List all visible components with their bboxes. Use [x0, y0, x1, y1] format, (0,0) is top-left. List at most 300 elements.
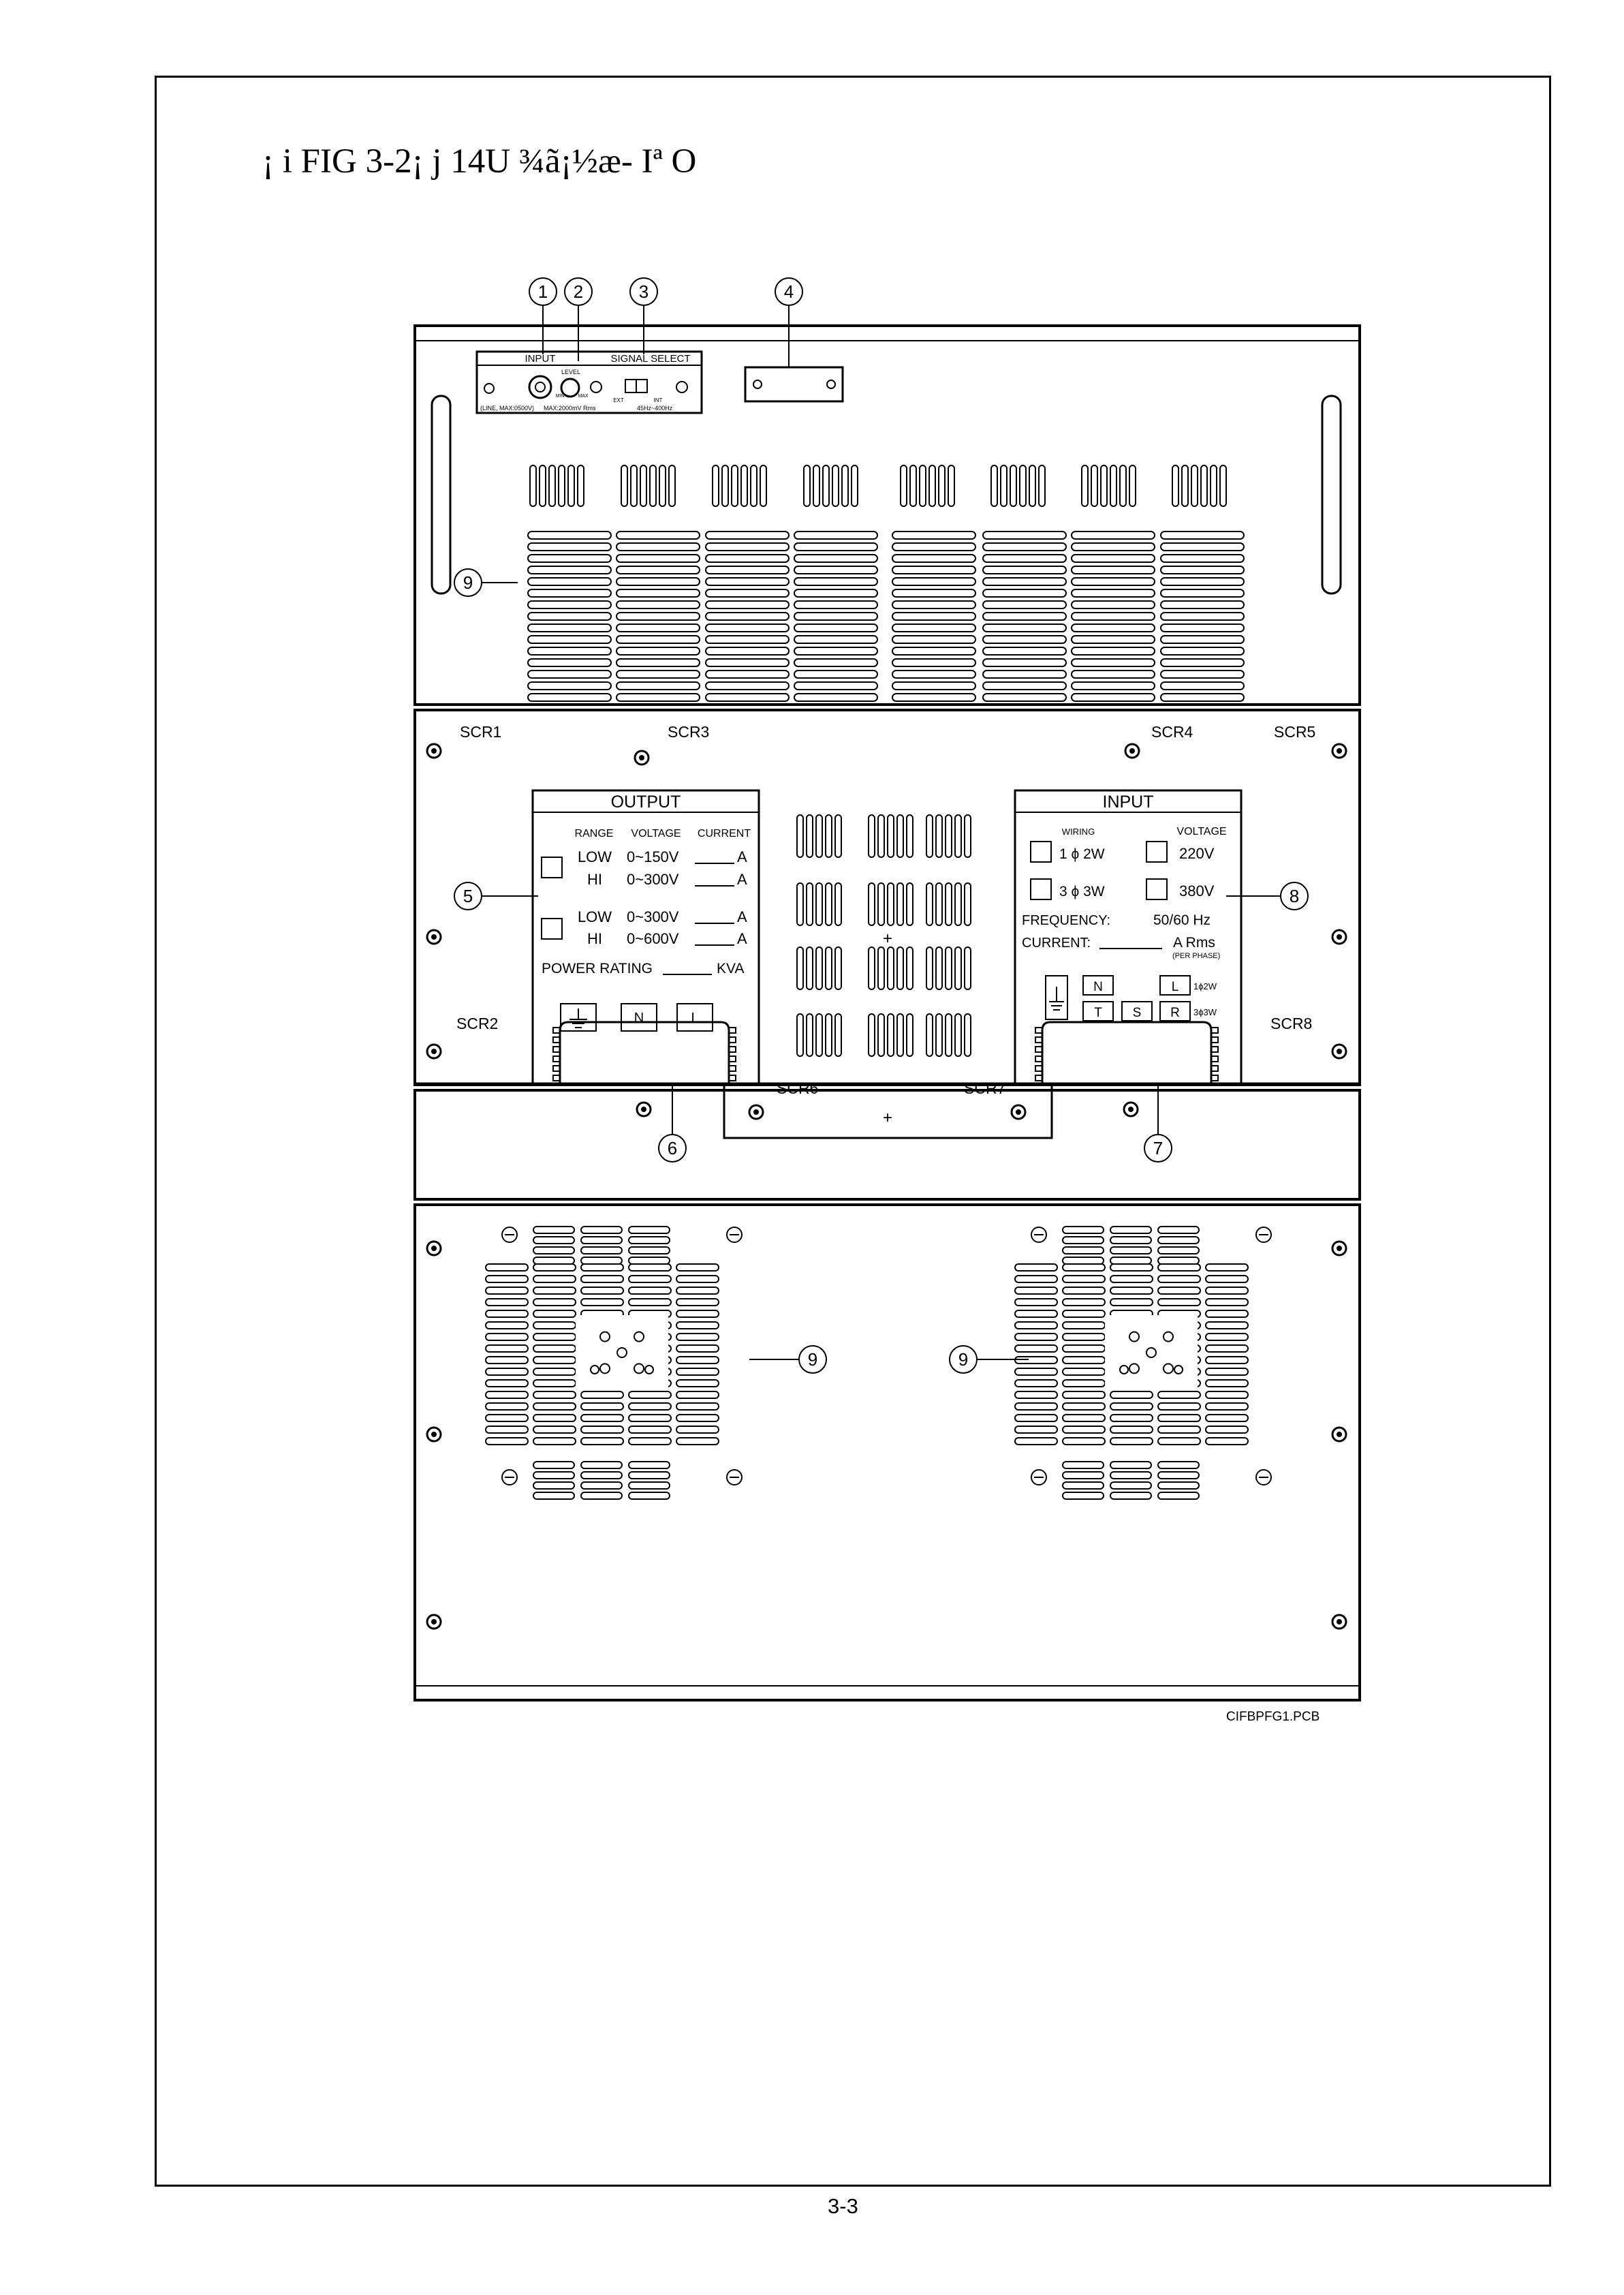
- vent-slot: [878, 1014, 884, 1056]
- vent-slot: [616, 578, 700, 585]
- vent-slot: [797, 947, 803, 989]
- fan-slot: [676, 1368, 719, 1375]
- svg-text:3: 3: [638, 281, 649, 302]
- fan-slot: [1015, 1299, 1057, 1306]
- vent-slot: [528, 659, 611, 666]
- vent-slot: [1220, 465, 1226, 506]
- voltage-220-checkbox: [1146, 842, 1167, 862]
- fan-slot: [533, 1492, 574, 1499]
- fan-slot: [581, 1492, 622, 1499]
- fan-slot: [533, 1334, 576, 1340]
- fan-slot: [533, 1237, 574, 1244]
- vent-slot: [1072, 682, 1155, 690]
- svg-text:220V: 220V: [1179, 845, 1215, 862]
- connector-plate: [745, 367, 843, 401]
- vent-slot: [983, 543, 1066, 551]
- vent-slot: [936, 1014, 942, 1056]
- vent-slot: [794, 659, 877, 666]
- fan-slot: [581, 1462, 622, 1468]
- fan-slot: [629, 1462, 670, 1468]
- vent-slot: [1029, 465, 1035, 506]
- vent-slot: [1161, 647, 1244, 655]
- fan-slot: [581, 1403, 623, 1410]
- fan-slot: [533, 1368, 576, 1375]
- fan-slot: [1063, 1287, 1105, 1294]
- vent-slot: [892, 566, 975, 574]
- vent-slot: [869, 883, 875, 925]
- fan-slot: [533, 1299, 576, 1306]
- fan-slot: [1015, 1368, 1057, 1375]
- svg-text:0~300V: 0~300V: [627, 908, 679, 925]
- svg-text:L: L: [691, 1011, 699, 1026]
- fan-slot: [533, 1415, 576, 1421]
- fan-slot: [629, 1237, 670, 1244]
- fan-slot: [533, 1403, 576, 1410]
- vent-slot: [983, 532, 1066, 539]
- fan-slot: [486, 1287, 528, 1294]
- svg-text:+: +: [882, 929, 893, 948]
- fan-slot: [1206, 1357, 1248, 1364]
- fan-slot: [1063, 1415, 1105, 1421]
- vent-slot: [797, 1014, 803, 1056]
- vent-slot: [897, 815, 903, 857]
- vent-slot: [888, 1014, 894, 1056]
- fan-slot: [1206, 1334, 1248, 1340]
- vent-slot: [706, 578, 789, 585]
- fan-slot: [1063, 1247, 1104, 1254]
- fan-slot: [1015, 1380, 1057, 1387]
- vent-slot: [807, 947, 813, 989]
- fan-slot: [1206, 1299, 1248, 1306]
- vent-slot: [1191, 465, 1198, 506]
- svg-text:0~600V: 0~600V: [627, 930, 679, 947]
- vent-slot: [965, 1014, 971, 1056]
- svg-text:1ϕ2W: 1ϕ2W: [1193, 981, 1217, 991]
- vent-slot: [1072, 636, 1155, 643]
- vent-slot: [794, 682, 877, 690]
- vent-slot: [794, 555, 877, 562]
- vent-slot: [907, 947, 913, 989]
- vent-slot: [926, 947, 933, 989]
- fan-slot: [1110, 1227, 1151, 1233]
- vent-slot: [616, 659, 700, 666]
- fan-slot: [1015, 1426, 1057, 1433]
- vent-slot: [1072, 578, 1155, 585]
- vent-slot: [826, 947, 832, 989]
- vent-slot: [528, 578, 611, 585]
- vent-slot: [936, 947, 942, 989]
- fan-slot: [1063, 1257, 1104, 1264]
- vent-slot: [826, 815, 832, 857]
- fan-slot: [1110, 1264, 1153, 1271]
- vent-slot: [965, 883, 971, 925]
- fan-slot: [629, 1227, 670, 1233]
- fan-slot: [1158, 1257, 1199, 1264]
- fan-slot: [1158, 1391, 1200, 1398]
- figure-title: ¡ i FIG 3-2¡ j 14U ¾ã¡½æ- Iª O: [262, 142, 697, 181]
- fan-slot: [1063, 1334, 1105, 1340]
- vent-slot: [616, 555, 700, 562]
- fan-slot: [1015, 1287, 1057, 1294]
- vent-slot: [926, 1014, 933, 1056]
- fan-slot: [1158, 1482, 1199, 1489]
- vent-slot: [983, 659, 1066, 666]
- fan-slot: [1158, 1492, 1199, 1499]
- vent-slot: [991, 465, 997, 506]
- vent-slot: [983, 647, 1066, 655]
- vent-slot: [826, 883, 832, 925]
- right-fan-grille: [1015, 1227, 1271, 1499]
- svg-text:POWER RATING: POWER RATING: [542, 961, 653, 976]
- fan-slot: [629, 1276, 671, 1282]
- fan-slot: [1110, 1299, 1153, 1306]
- vent-slot: [826, 1014, 832, 1056]
- callout-6: [659, 1135, 686, 1162]
- vent-slot: [910, 465, 916, 506]
- svg-text:VOLTAGE: VOLTAGE: [1176, 826, 1227, 837]
- fan-slot: [676, 1322, 719, 1329]
- fan-slot: [1015, 1345, 1057, 1352]
- fan-slot: [581, 1237, 622, 1244]
- drawing-code: CIFBPFG1.PCB: [1226, 1710, 1320, 1724]
- vent-slot: [965, 815, 971, 857]
- fan-slot: [1063, 1482, 1104, 1489]
- left-handle: [432, 396, 450, 594]
- vent-slot: [852, 465, 858, 506]
- svg-text:2: 2: [573, 281, 584, 302]
- vent-slot: [568, 465, 574, 506]
- vent-slot: [983, 566, 1066, 574]
- fan-slot: [1206, 1264, 1248, 1271]
- fan-slot: [676, 1357, 719, 1364]
- fan-slot: [676, 1287, 719, 1294]
- vent-slot: [892, 624, 975, 632]
- svg-text:5: 5: [463, 886, 473, 906]
- svg-text:3 ϕ 3W: 3 ϕ 3W: [1059, 884, 1105, 899]
- vent-slot: [794, 694, 877, 701]
- fan-slot: [1110, 1287, 1153, 1294]
- vent-slot: [1101, 465, 1107, 506]
- vent-slot: [907, 815, 913, 857]
- fan-slot: [1110, 1472, 1151, 1479]
- vent-slot: [616, 613, 700, 620]
- wiring-3p-checkbox: [1031, 879, 1051, 899]
- fan-slot: [1063, 1403, 1105, 1410]
- vent-slot: [1072, 671, 1155, 678]
- vent-slot: [807, 1014, 813, 1056]
- fan-slot: [676, 1276, 719, 1282]
- fan-slot: [486, 1310, 528, 1317]
- signal-select-label: SIGNAL SELECT: [610, 353, 691, 365]
- fan-slot: [1110, 1438, 1153, 1445]
- vent-slot: [732, 465, 738, 506]
- bnc-input-connector: [529, 376, 551, 398]
- vent-slot: [1161, 555, 1244, 562]
- fan-slot: [1063, 1237, 1104, 1244]
- fan-slot: [533, 1380, 576, 1387]
- callout-7: [1144, 1135, 1172, 1162]
- input-terminal-cover: [1042, 1022, 1211, 1083]
- fan-slot: [676, 1403, 719, 1410]
- vent-slot: [797, 883, 803, 925]
- vent-slot: [616, 601, 700, 609]
- svg-text:LEVEL: LEVEL: [561, 369, 581, 375]
- vent-slot: [1110, 465, 1116, 506]
- vent-slot: [528, 589, 611, 597]
- svg-text:7: 7: [1153, 1138, 1164, 1158]
- fan-slot: [581, 1247, 622, 1254]
- vent-slot: [892, 589, 975, 597]
- svg-text:CURRENT: CURRENT: [697, 828, 751, 840]
- fan-slot: [1063, 1391, 1105, 1398]
- svg-text:50/60 Hz: 50/60 Hz: [1153, 912, 1211, 928]
- scr8-label: SCR8: [1270, 1015, 1313, 1032]
- vent-slot: [983, 555, 1066, 562]
- fan-slot: [1063, 1264, 1105, 1271]
- svg-text:A: A: [737, 908, 747, 925]
- fan-slot: [676, 1426, 719, 1433]
- fan-slot: [486, 1380, 528, 1387]
- vent-slot: [946, 883, 952, 925]
- vent-slot: [892, 555, 975, 562]
- vent-slot: [965, 947, 971, 989]
- svg-text:KVA: KVA: [717, 961, 745, 976]
- fan-slot: [1063, 1345, 1105, 1352]
- fan-slot: [629, 1472, 670, 1479]
- svg-text:OUTPUT: OUTPUT: [610, 792, 681, 812]
- output-checkbox-2: [542, 919, 562, 939]
- fan-slot: [629, 1257, 670, 1264]
- fan-slot: [676, 1345, 719, 1352]
- fan-slot: [486, 1264, 528, 1271]
- vent-slot: [616, 671, 700, 678]
- vent-slot: [528, 624, 611, 632]
- fan-slot: [1158, 1415, 1200, 1421]
- vent-slot: [907, 1014, 913, 1056]
- fan-slot: [486, 1426, 528, 1433]
- callout-9-top: [454, 569, 482, 596]
- voltage-380-checkbox: [1146, 879, 1167, 899]
- vent-slot: [1182, 465, 1188, 506]
- fan-slot: [533, 1345, 576, 1352]
- vent-slot: [706, 647, 789, 655]
- vent-slot: [741, 465, 747, 506]
- fan-slot: [486, 1403, 528, 1410]
- fan-slot: [1015, 1438, 1057, 1445]
- vent-slot: [816, 815, 822, 857]
- fan-slot: [581, 1415, 623, 1421]
- fan-slot: [1206, 1345, 1248, 1352]
- fan-slot: [1015, 1264, 1057, 1271]
- signal-control-panel: [477, 352, 702, 413]
- callout-1: [529, 278, 557, 305]
- vent-slot: [983, 682, 1066, 690]
- vent-slot: [1161, 671, 1244, 678]
- svg-text:MAX:2000mV Rms: MAX:2000mV Rms: [544, 405, 596, 412]
- vent-slot: [892, 601, 975, 609]
- fan-slot: [1110, 1276, 1153, 1282]
- callout-4: [775, 278, 802, 305]
- svg-text:EXT: EXT: [613, 397, 624, 403]
- vent-slot: [835, 1014, 841, 1056]
- vent-slot: [794, 589, 877, 597]
- vent-slot: [907, 883, 913, 925]
- vent-slot: [640, 465, 646, 506]
- fan-slot: [1206, 1403, 1248, 1410]
- vent-slot: [1161, 532, 1244, 539]
- vent-slot: [669, 465, 675, 506]
- vent-slot: [528, 694, 611, 701]
- vent-slot: [706, 566, 789, 574]
- vent-slot: [1072, 555, 1155, 562]
- vent-slot: [1161, 636, 1244, 643]
- page-number: 3-3: [828, 2194, 858, 2218]
- svg-text:HI: HI: [587, 871, 602, 888]
- fan-slot: [629, 1415, 671, 1421]
- fan-slot: [533, 1310, 576, 1317]
- fan-slot: [1206, 1368, 1248, 1375]
- fan-slot: [1015, 1391, 1057, 1398]
- vent-slot: [892, 671, 975, 678]
- fan-slot: [533, 1322, 576, 1329]
- fan-slot: [1015, 1310, 1057, 1317]
- vent-slot: [901, 465, 907, 506]
- vent-slot: [528, 601, 611, 609]
- fan-slot: [1110, 1403, 1153, 1410]
- svg-text:CURRENT:: CURRENT:: [1022, 936, 1091, 951]
- fan-slot: [486, 1322, 528, 1329]
- fan-slot: [581, 1391, 623, 1398]
- vent-slot: [794, 566, 877, 574]
- fan-slot: [1063, 1472, 1104, 1479]
- vent-slot: [1161, 694, 1244, 701]
- vent-slot: [794, 613, 877, 620]
- vent-slot: [983, 671, 1066, 678]
- fan-slot: [1110, 1482, 1151, 1489]
- vent-slot: [1072, 624, 1155, 632]
- fan-slot: [1110, 1462, 1151, 1468]
- fan-slot: [629, 1492, 670, 1499]
- svg-text:MAX: MAX: [578, 394, 589, 399]
- vent-slot: [1072, 532, 1155, 539]
- fan-slot: [581, 1299, 623, 1306]
- vent-slot: [878, 883, 884, 925]
- svg-text:8: 8: [1289, 886, 1300, 906]
- svg-text:INPUT: INPUT: [1102, 792, 1154, 812]
- fan-slot: [676, 1299, 719, 1306]
- vent-slot: [835, 815, 841, 857]
- fan-slot: [1158, 1462, 1199, 1468]
- vent-slot: [794, 601, 877, 609]
- vent-slot: [616, 566, 700, 574]
- fan-slot: [1158, 1264, 1200, 1271]
- vent-slot: [983, 613, 1066, 620]
- fan-slot: [1063, 1357, 1105, 1364]
- fan-slot: [1158, 1237, 1199, 1244]
- fan-slot: [1063, 1380, 1105, 1387]
- vent-slot: [892, 532, 975, 539]
- vent-slot: [1161, 589, 1244, 597]
- vent-slot: [955, 947, 961, 989]
- vent-slot: [706, 601, 789, 609]
- upper-vent-slots: [530, 465, 1226, 506]
- vent-slot: [929, 465, 935, 506]
- svg-text:+: +: [882, 1109, 893, 1127]
- vent-slot: [1091, 465, 1097, 506]
- fan-slot: [1063, 1276, 1105, 1282]
- fan-slot: [1063, 1299, 1105, 1306]
- fan-slot: [1206, 1380, 1248, 1387]
- vent-slot: [983, 601, 1066, 609]
- fan-slot: [486, 1276, 528, 1282]
- vent-slot: [794, 543, 877, 551]
- vent-slot: [920, 465, 926, 506]
- fan-slot: [486, 1357, 528, 1364]
- fan-slot: [581, 1438, 623, 1445]
- fan-slot: [486, 1334, 528, 1340]
- fan-slot: [533, 1438, 576, 1445]
- fan-slot: [676, 1334, 719, 1340]
- fan-slot: [533, 1357, 576, 1364]
- svg-text:9: 9: [958, 1349, 969, 1370]
- fan-slot: [533, 1287, 576, 1294]
- fan-slot: [1110, 1247, 1151, 1254]
- fan-slot: [581, 1472, 622, 1479]
- vent-slot: [892, 682, 975, 690]
- vent-slot: [760, 465, 766, 506]
- vent-slot: [794, 647, 877, 655]
- vent-slot: [1161, 601, 1244, 609]
- vent-slot: [1161, 624, 1244, 632]
- vent-slot: [816, 883, 822, 925]
- svg-text:LOW: LOW: [577, 908, 612, 925]
- fan-slot: [533, 1462, 574, 1468]
- vent-slot: [813, 465, 819, 506]
- vent-slot: [706, 636, 789, 643]
- vent-slot: [835, 883, 841, 925]
- callout-2: [565, 278, 592, 305]
- fan-slot: [1110, 1415, 1153, 1421]
- fan-slot: [629, 1264, 671, 1271]
- fan-slot: [1063, 1438, 1105, 1445]
- fan-slot: [1206, 1310, 1248, 1317]
- scr1-label: SCR1: [460, 723, 502, 741]
- fan-slot: [1063, 1492, 1104, 1499]
- fan-slot: [533, 1472, 574, 1479]
- fan-slot: [1110, 1257, 1151, 1264]
- vent-slot: [794, 532, 877, 539]
- scr3-label: SCR3: [668, 723, 710, 741]
- fan-slot: [581, 1276, 623, 1282]
- fan-slot: [533, 1276, 576, 1282]
- vent-slot: [1082, 465, 1088, 506]
- vent-slot: [794, 578, 877, 585]
- vent-slot: [1161, 566, 1244, 574]
- svg-text:WIRING: WIRING: [1061, 827, 1095, 837]
- vent-slot: [983, 578, 1066, 585]
- fan-slot: [1110, 1492, 1151, 1499]
- vent-slot: [1072, 543, 1155, 551]
- input-label: INPUT: [525, 353, 556, 365]
- scr6-label: SCR6: [777, 1079, 819, 1097]
- callout-5: [454, 882, 482, 910]
- fan-slot: [1206, 1287, 1248, 1294]
- vent-slot: [955, 815, 961, 857]
- vent-slot: [1161, 682, 1244, 690]
- svg-text:4: 4: [783, 281, 794, 302]
- vent-slot: [842, 465, 848, 506]
- svg-text:MIN: MIN: [555, 394, 565, 399]
